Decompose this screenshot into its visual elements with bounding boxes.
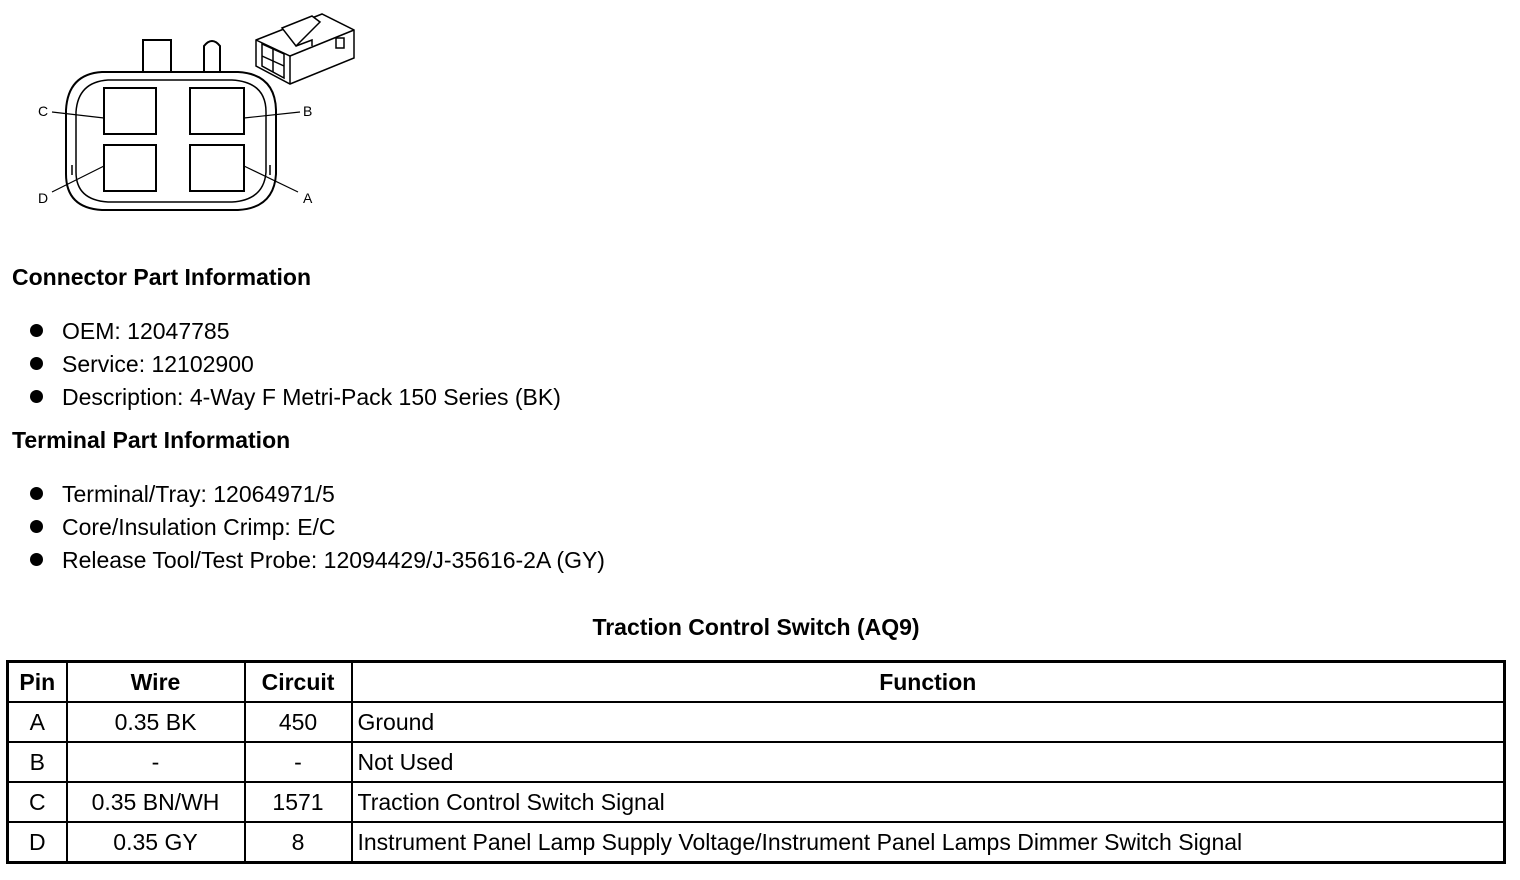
circuit-cell: - [245,742,352,782]
pin-label-c: C [38,103,49,119]
connector-part-info-heading: Connector Part Information [12,264,312,290]
pin-label-a: A [303,190,313,206]
column-header-circuit: Circuit [245,662,352,703]
cavity-a [190,145,244,191]
table-header-row [8,662,1505,703]
cavity-c [104,88,156,134]
circuit-cell: 8 [245,822,352,863]
terminal-part-info-heading: Terminal Part Information [12,427,291,453]
table-row [8,822,1505,863]
function-cell: Traction Control Switch Signal [352,782,1505,822]
wire-cell: - [67,742,245,782]
list-item: Release Tool/Test Probe: 12094429/J-35616-2A (GY) [30,544,605,577]
function-cell: Ground [352,702,1505,742]
column-header-wire: Wire [67,662,245,703]
list-item: OEM: 12047785 [30,315,561,348]
bullet-icon [30,487,43,500]
list-item: Description: 4-Way F Metri-Pack 150 Series (BK) [30,381,561,414]
column-header-pin: Pin [8,662,67,703]
bullet-icon [30,520,43,533]
function-cell: Instrument Panel Lamp Supply Voltage/Instrument Panel Lamps Dimmer Switch Signal [352,822,1505,863]
connector-part-info-list [30,315,561,414]
terminal-part-info-list [30,478,605,577]
list-item: Core/Insulation Crimp: E/C [30,511,605,544]
pin-label-b: B [303,103,313,119]
pin-cell: D [8,822,67,863]
pin-label-d: D [38,190,49,206]
list-item: Terminal/Tray: 12064971/5 [30,478,605,511]
list-item: Service: 12102900 [30,348,561,381]
table-row [8,782,1505,822]
wire-cell: 0.35 GY [67,822,245,863]
cavity-d [104,145,156,191]
circuit-cell: 1571 [245,782,352,822]
table-title: Traction Control Switch (AQ9) [592,614,920,640]
bullet-icon [30,553,43,566]
connector-diagram [0,0,380,230]
pinout-table [6,660,1506,864]
cavity-b [190,88,244,134]
bullet-icon [30,357,43,370]
function-cell: Not Used [352,742,1505,782]
bullet-icon [30,324,43,337]
table-row [8,742,1505,782]
wire-cell: 0.35 BN/WH [67,782,245,822]
bullet-icon [30,390,43,403]
connector-isometric-view [256,14,354,84]
column-header-function: Function [352,662,1505,703]
pin-cell: C [8,782,67,822]
wire-cell: 0.35 BK [67,702,245,742]
connector-latch-tab [143,40,171,73]
pin-cell: A [8,702,67,742]
pin-cell: B [8,742,67,782]
table-row [8,702,1505,742]
circuit-cell: 450 [245,702,352,742]
